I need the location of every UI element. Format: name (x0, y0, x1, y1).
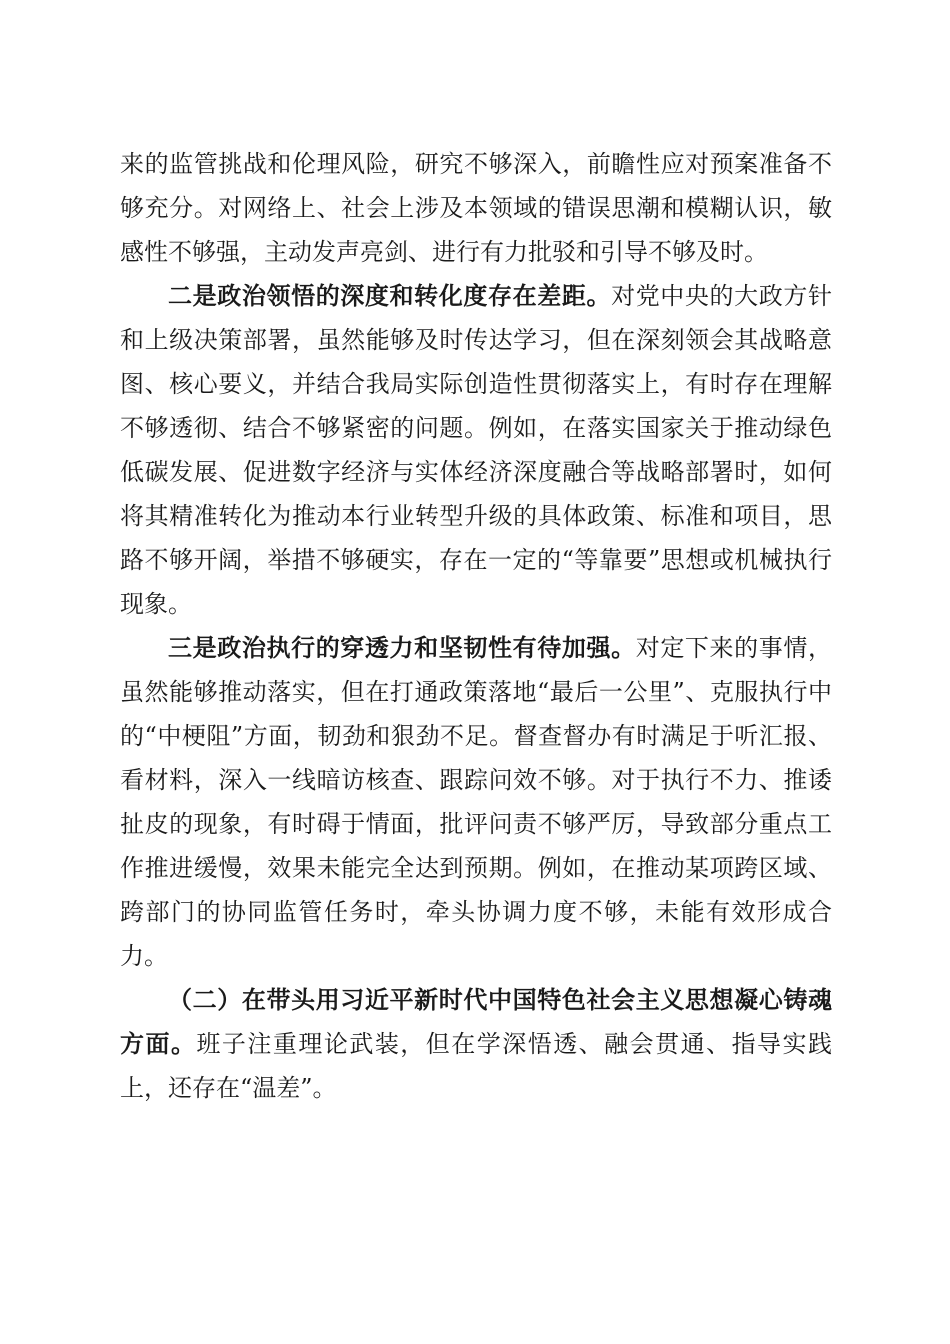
paragraph-lead: 二是政治领悟的深度和转化度存在差距。 (168, 281, 612, 310)
paragraph-point-two (120, 274, 832, 626)
paragraph-lead: 三是政治执行的穿透力和坚韧性有待加强。 (168, 633, 636, 662)
section-heading: （二）在带头用习近平新时代中国特色社会主义思想凝心铸魂方面。 (120, 985, 832, 1058)
paragraph-continuation (120, 142, 832, 274)
paragraph-text: 来的监管挑战和伦理风险，研究不够深入，前瞻性应对预案准备不够充分。对网络上、社会上涉及本领域的错误思潮和模糊认识，敏感性不够强，主动发声亮剑、进行有力批驳和引导不够及时。 (120, 150, 832, 266)
section-heading-two (120, 978, 832, 1110)
paragraph-text: 班子注重理论武装，但在学深悟透、融会贯通、指导实践上，还存在“温差”。 (120, 1030, 833, 1102)
paragraph-text: 对定下来的事情，虽然能够推动落实，但在打通政策落地“最后一公里”、克服执行中的“中梗阻”方面，韧劲和狠劲不足。督查督办有时满足于听汇报、看材料，深入一线暗访核查、跟踪问效不够。对于执行不力、推诿扯皮的现象，有时碍于情面，批评问责不够严厉，导致部分重点工作推进缓慢，效果未能完全达到预期。例如，在推动某项跨区域、跨部门的协同监管任务时，牵头协调力度不够，未能有效形成合力。 (120, 634, 833, 970)
paragraph-text: 对党中央的大政方针和上级决策部署，虽然能够及时传达学习，但在深刻领会其战略意图、核心要义，并结合我局实际创造性贯彻落实上，有时存在理解不够透彻、结合不够紧密的问题。例如，在落实国家关于推动绿色低碳发展、促进数字经济与实体经济深度融合等战略部署时，如何将其精准转化为推动本行业转型升级的具体政策、标准和项目，思路不够开阔，举措不够硬实，存在一定的“等靠要”思想或机械执行现象。 (120, 282, 833, 618)
paragraph-point-three (120, 626, 832, 978)
document-body (120, 142, 832, 1110)
